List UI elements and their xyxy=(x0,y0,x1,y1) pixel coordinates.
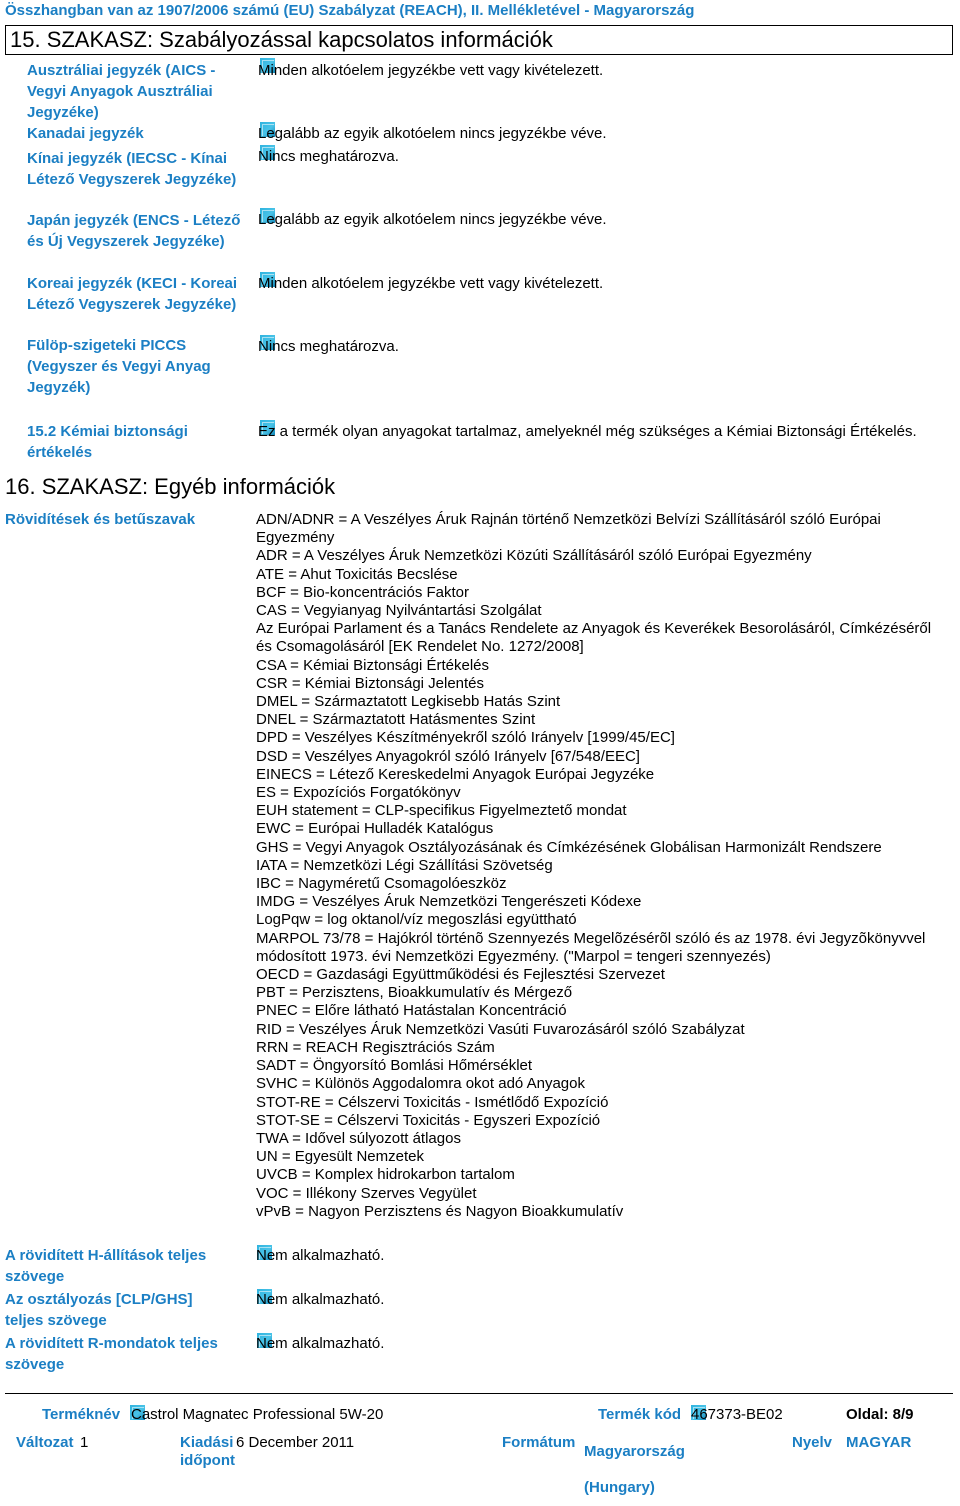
inventory-value-china: Nincs meghatározva. xyxy=(258,148,399,165)
abbreviation-item: GHS = Vegyi Anyagok Osztályozásának és Címkézésének Globálisan Harmonizált Rendszere xyxy=(256,838,882,856)
inventory-value-korea: Minden alkotóelem jegyzékbe vett vagy kivételezett. xyxy=(258,275,604,292)
abbreviation-item: LogPqw = log oktanol/víz megoszlási együttható xyxy=(256,911,577,929)
product-code-value: 467373-BE02 xyxy=(691,1406,783,1423)
inventory-label-philippines: Fülöp-szigeteki PICCS (Vegyszer és Vegyi Anyag Jegyzék) xyxy=(27,337,211,396)
section-16-title: 16. SZAKASZ: Egyéb információk xyxy=(5,474,336,499)
abbreviation-item: CSA = Kémiai Biztonsági Értékelés xyxy=(256,656,490,674)
abbreviation-item: OECD = Gazdasági Együttműködési és Fejlesztési Szervezet xyxy=(256,966,665,984)
inventory-label-japan: Japán jegyzék (ENCS - Létező és Új Vegyszerek Jegyzéke) xyxy=(27,212,241,250)
abbreviation-item: DSD = Veszélyes Anyagokról szóló Irányelv [67/548/EEC] xyxy=(256,747,640,765)
csa-value: Ez a termék olyan anyagokat tartalmaz, amelyeknél még szükséges a Kémiai Biztonsági Értékelés. xyxy=(258,423,917,440)
abbreviation-item: BCF = Bio-koncentrációs Faktor xyxy=(256,583,469,601)
abbreviation-item: RRN = REACH Regisztrációs Szám xyxy=(256,1038,495,1056)
abbreviation-item: STOT-RE = Célszervi Toxicitás - Ismétlődő Expozíció xyxy=(256,1093,609,1111)
abbreviation-item: Az Európai Parlament és a Tanács Rendelete az Anyagok és Keverékek Besorolásáról, Címkézéséről és Csomagolásáról [EK Rendelet No. 1272/2008] xyxy=(256,620,932,656)
abbreviation-item: IMDG = Veszélyes Áruk Nemzetközi Tengerészeti Kódexe xyxy=(256,893,642,911)
section-15-title-box xyxy=(5,25,953,55)
r-phrases-value: Nem alkalmazható. xyxy=(256,1335,385,1352)
abbreviation-item: CSR = Kémiai Biztonsági Jelentés xyxy=(256,674,485,692)
inventory-value-australia: Minden alkotóelem jegyzékbe vett vagy kivételezett. xyxy=(258,62,604,79)
abbreviation-item: EUH statement = CLP-specifikus Figyelmeztető mondat xyxy=(256,802,627,820)
abbreviation-item: DMEL = Származtatott Legkisebb Hatás Szint xyxy=(256,693,561,711)
abbreviation-item: EWC = Európai Hulladék Katalógus xyxy=(256,820,494,838)
product-name-value: Castrol Magnatec Professional 5W-20 xyxy=(131,1406,384,1423)
abbreviation-item: UVCB = Komplex hidrokarbon tartalom xyxy=(256,1166,515,1184)
abbreviation-item: ATE = Ahut Toxicitás Becslése xyxy=(256,565,458,583)
version-label: Változat xyxy=(16,1434,74,1451)
abbreviation-item: IATA = Nemzetközi Légi Szállítási Szövetség xyxy=(256,856,553,874)
page-number: Oldal: 8/9 xyxy=(846,1406,914,1423)
abbreviation-item: SVHC = Különös Aggodalomra okot adó Anyagok xyxy=(256,1075,585,1093)
r-phrases-label: A rövidített R-mondatok teljes szövege xyxy=(5,1335,218,1373)
inventory-label-canada: Kanadai jegyzék xyxy=(27,125,144,142)
abbreviation-item: STOT-SE = Célszervi Toxicitás - Egyszeri Expozíció xyxy=(256,1111,601,1129)
abbreviation-item: PBT = Perzisztens, Bioakkumulatív és Mérgező xyxy=(256,984,573,1002)
h-statements-value: Nem alkalmazható. xyxy=(256,1247,385,1264)
format-label: Formátum xyxy=(502,1434,576,1451)
abbreviations-label: Rövidítések és betűszavak xyxy=(5,511,196,528)
section-15-title: 15. SZAKASZ: Szabályozással kapcsolatos információk xyxy=(10,27,553,52)
h-statements-label: A rövidített H-állítások teljes szövege xyxy=(5,1247,207,1285)
abbreviation-item: UN = Egyesült Nemzetek xyxy=(256,1148,424,1166)
issue-date-value: 6 December 2011 xyxy=(236,1434,355,1451)
abbreviation-item: EINECS = Létező Kereskedelmi Anyagok Európai Jegyzéke xyxy=(256,765,655,783)
abbreviation-item: ADR = A Veszélyes Áruk Nemzetközi Közúti Szállításáról szóló Európai Egyezmény xyxy=(256,547,812,565)
abbreviation-item: DPD = Veszélyes Készítményekről szóló Irányelv [1999/45/EC] xyxy=(256,729,675,747)
product-name-label: Terméknév xyxy=(42,1406,121,1423)
abbreviation-item: ES = Expozíciós Forgatókönyv xyxy=(256,784,461,802)
abbreviation-item: VOC = Illékony Szerves Vegyület xyxy=(256,1184,477,1202)
issue-date-label: Kiadási időpont xyxy=(180,1434,235,1469)
abbreviation-item: PNEC = Előre látható Hatástalan Koncentráció xyxy=(256,1002,567,1020)
format-value: Magyarország (Hungary) xyxy=(584,1443,685,1496)
inventory-value-philippines: Nincs meghatározva. xyxy=(258,338,399,355)
inventory-label-australia: Ausztráliai jegyzék (AICS - Vegyi Anyagok Ausztráliai Jegyzéke) xyxy=(27,62,216,121)
abbreviation-item: SADT = Öngyorsító Bomlási Hőmérséklet xyxy=(256,1057,533,1075)
product-code-label: Termék kód xyxy=(598,1406,682,1423)
abbreviation-item: IBC = Nagyméretű Csomagolóeszköz xyxy=(256,875,507,893)
inventory-value-canada: Legalább az egyik alkotóelem nincs jegyzékbe véve. xyxy=(258,125,607,142)
abbreviation-item: MARPOL 73/78 = Hajókról történõ Szennyezés Megelõzésérõl szóló és az 1978. évi Jegyzõkönyvvel módosított 1973. évi Nemzetközi Egyezmény. ("Marpol = tengeri szennyezés) xyxy=(256,929,926,965)
abbreviations-list xyxy=(256,511,946,1221)
document-header: Összhangban van az 1907/2006 számú (EU) Szabályzat (REACH), II. Mellékletével - Magyarország xyxy=(5,2,695,19)
abbreviation-item: TWA = Idővel súlyozott átlagos xyxy=(256,1129,461,1147)
version-value: 1 xyxy=(80,1434,89,1451)
footer-divider xyxy=(5,1393,953,1394)
abbreviation-item: DNEL = Származtatott Hatásmentes Szint xyxy=(256,711,536,729)
csa-label: 15.2 Kémiai biztonsági értékelés xyxy=(27,423,188,461)
abbreviation-item: ADN/ADNR = A Veszélyes Áruk Rajnán történő Nemzetközi Belvízi Szállításáról szóló Európai Egyezmény xyxy=(256,511,881,547)
language-label: Nyelv xyxy=(792,1434,833,1451)
clp-classification-value: Nem alkalmazható. xyxy=(256,1291,385,1308)
inventory-value-japan: Legalább az egyik alkotóelem nincs jegyzékbe véve. xyxy=(258,211,607,228)
abbreviation-item: RID = Veszélyes Áruk Nemzetközi Vasúti Fuvarozásáról szóló Szabályzat xyxy=(256,1020,745,1038)
inventory-label-korea: Koreai jegyzék (KECI - Koreai Létező Vegyszerek Jegyzéke) xyxy=(27,275,238,313)
language-value: MAGYAR xyxy=(846,1434,912,1451)
abbreviation-item: CAS = Vegyianyag Nyilvántartási Szolgálat xyxy=(256,602,542,620)
inventory-label-china: Kínai jegyzék (IECSC - Kínai Létező Vegyszerek Jegyzéke) xyxy=(27,150,237,188)
clp-classification-label: Az osztályozás [CLP/GHS] teljes szövege xyxy=(5,1291,193,1329)
abbreviation-item: vPvB = Nagyon Perzisztens és Nagyon Bioakkumulatív xyxy=(256,1202,624,1220)
